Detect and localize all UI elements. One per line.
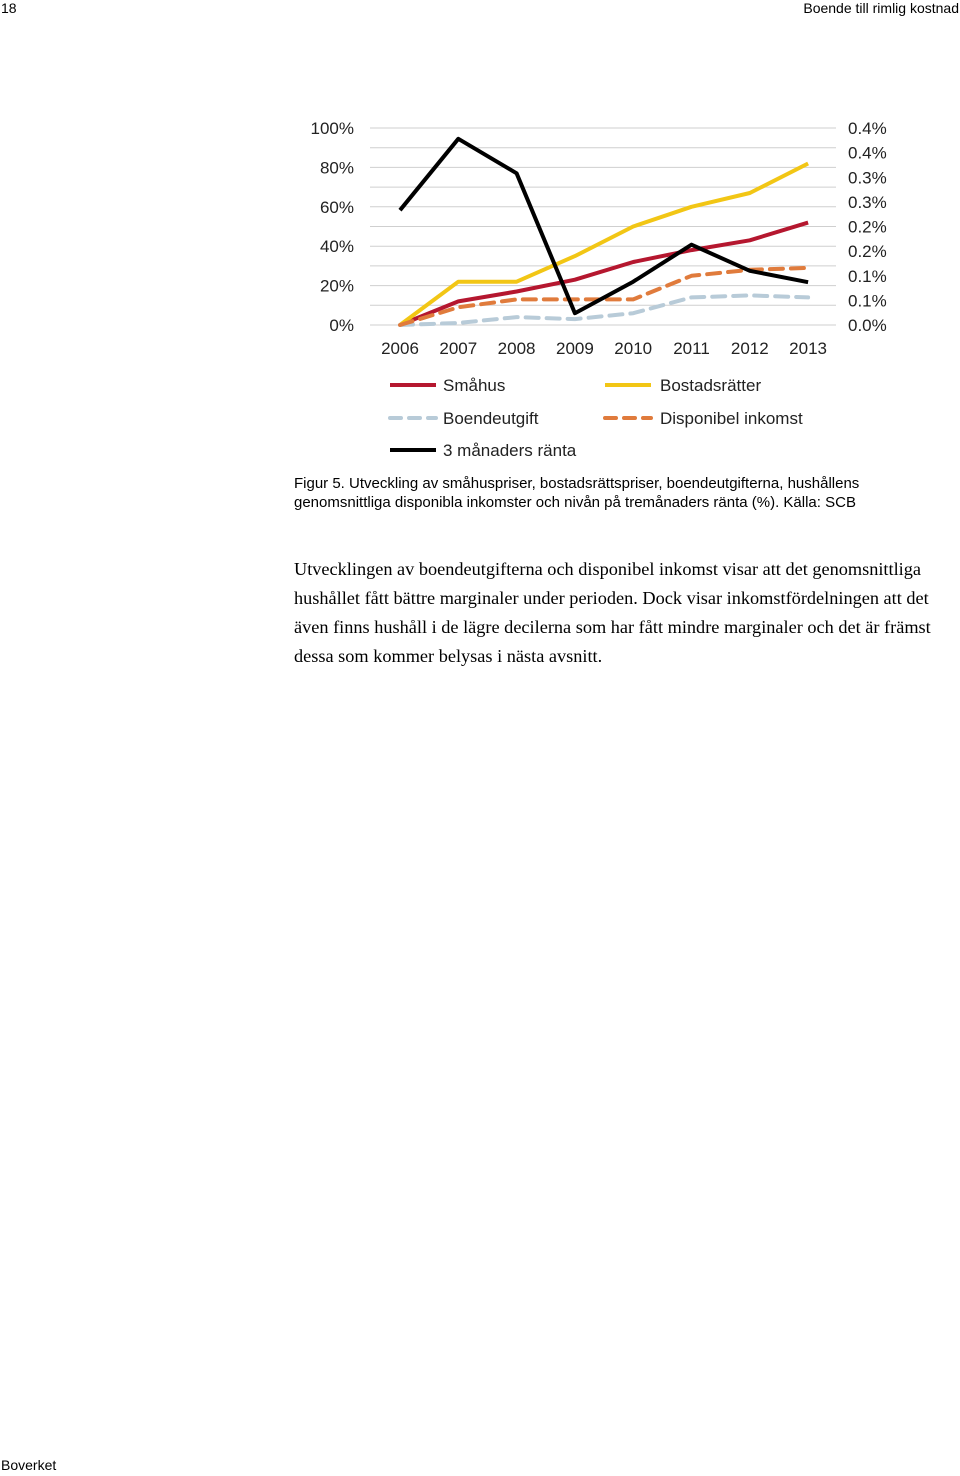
x-tick-label: 2009: [555, 339, 594, 358]
footer-publisher: Boverket: [1, 1457, 57, 1473]
figure-caption: Figur 5. Utveckling av småhuspriser, bostadsrättspriser, boendeutgifterna, hushållens genomsnittliga disponibla inkomster och nivån på tremånaders ränta (%). Källa: SCB: [294, 475, 860, 511]
body-paragraph: Utvecklingen av boendeutgifterna och disponibel inkomst visar att det genomsnittliga hushållet fått bättre marginaler under perioden. Dock visar inkomstfördelningen att det även finns hushåll i de lägre decilerna som har fått mindre marginaler och det är främst dessa som kommer belysas i nästa avsnitt.: [294, 559, 931, 666]
x-tick-label: 2008: [497, 339, 536, 358]
series-line-1: [400, 223, 808, 325]
right-tick-label: 0.4%: [848, 143, 887, 163]
x-tick-label: 2007: [439, 339, 478, 358]
left-axis: [311, 119, 354, 335]
legend-label: Disponibel inkomst: [660, 409, 803, 428]
line-chart: [0, 0, 960, 470]
right-tick-label: 0.0%: [848, 316, 887, 335]
left-tick-label: 80%: [319, 158, 354, 178]
right-tick-label: 0.1%: [848, 291, 887, 311]
left-tick-label: 0%: [329, 316, 354, 335]
right-tick-label: 0.3%: [848, 168, 887, 188]
legend: [390, 376, 803, 460]
x-tick-label: 2013: [789, 339, 828, 358]
running-header: Boende till rimlig kostnad: [803, 0, 959, 16]
right-tick-label: 0.3%: [848, 192, 887, 212]
left-tick-label: 20%: [319, 276, 354, 296]
x-tick-label: 2010: [614, 339, 653, 358]
left-tick-label: 100%: [310, 119, 354, 138]
right-tick-label: 0.4%: [848, 119, 887, 138]
right-axis: [848, 119, 887, 335]
x-axis: [381, 339, 827, 358]
legend-label: Småhus: [443, 376, 506, 395]
legend-label: 3 månaders ränta: [443, 441, 577, 460]
page-number: 18: [1, 0, 17, 16]
left-tick-label: 40%: [319, 237, 354, 257]
x-tick-label: 2012: [730, 339, 769, 358]
left-tick-label: 60%: [319, 197, 354, 217]
legend-label: Bostadsrätter: [660, 376, 762, 395]
right-tick-label: 0.2%: [848, 217, 887, 237]
x-tick-label: 2006: [381, 339, 419, 358]
right-tick-label: 0.1%: [848, 266, 887, 286]
series-lines: [400, 139, 808, 325]
right-tick-label: 0.2%: [848, 242, 887, 262]
legend-label: Boendeutgift: [443, 409, 539, 428]
x-tick-label: 2011: [673, 339, 710, 358]
